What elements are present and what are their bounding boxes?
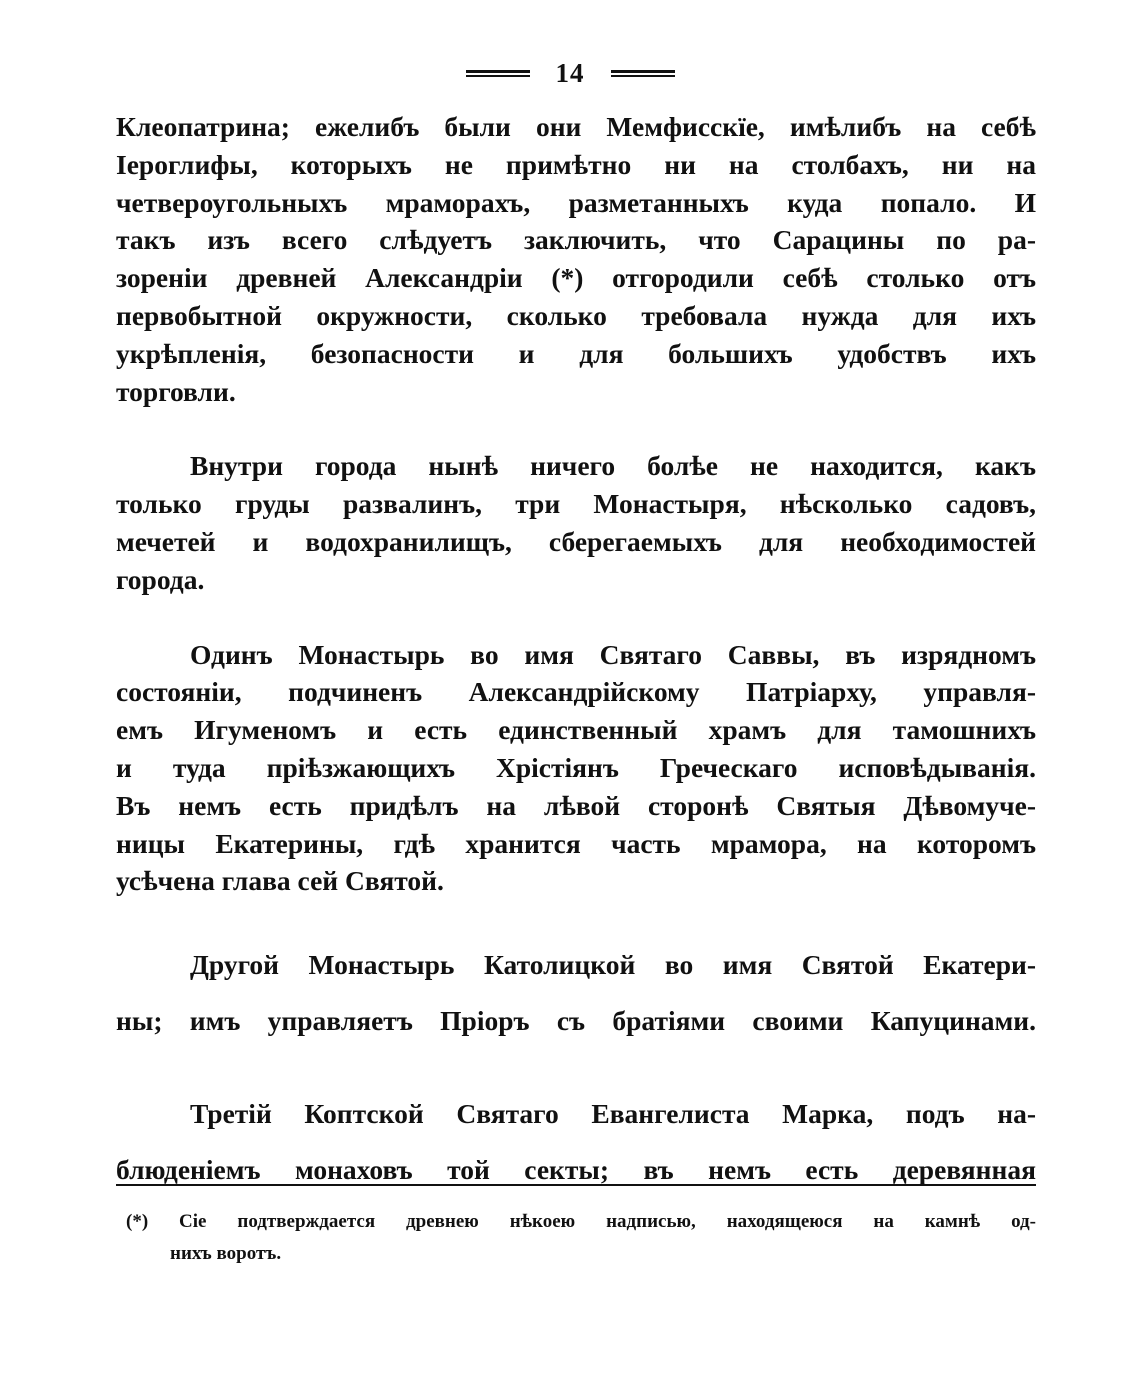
text-line: Въ немъ есть придѣлъ на лѣвой сторонѣ Святыя Дѣвомуче-: [116, 789, 1036, 821]
header-rule-right: [611, 70, 675, 77]
text-line: торговли.: [116, 375, 236, 407]
footnote: [126, 1206, 1036, 1270]
footnote-divider: [116, 1184, 1036, 1186]
text-line: ницы Екатерины, гдѣ хранится часть мрамора, на которомъ: [116, 827, 1036, 859]
text-line: состоянiи, подчиненъ Александрiйскому Патрiарху, управля-: [116, 676, 1036, 708]
paragraph-2: [116, 447, 1036, 598]
text-line: Внутри города нынѣ ничего болѣе не находится, какъ: [190, 450, 1036, 482]
text-line: Третiй Коптской Святаго Евангелиста Марка, подъ на-: [190, 1098, 1036, 1130]
paragraph-4: [116, 937, 1036, 1049]
text-line: города.: [116, 563, 205, 595]
page-number: 14: [555, 57, 585, 88]
text-line: блюденiемъ монаховъ той секты; въ немъ есть деревянная: [116, 1154, 1036, 1186]
header-rule-left: [466, 70, 530, 77]
text-line: мечетей и водохранилищъ, сберегаемыхъ для необходимостей: [116, 525, 1036, 557]
body-text: [116, 108, 1036, 1198]
page-header: [0, 58, 1140, 88]
text-line: Одинъ Монастырь во имя Святаго Саввы, въ изрядномъ: [190, 638, 1036, 670]
text-line: Клеопатрина; ежелибъ были они Мемфисскїе, имѣлибъ на себѣ: [116, 111, 1036, 142]
paragraph-5: [116, 1086, 1036, 1198]
footnote-line: (*) Сiе подтверждается древнею нѣкоею надписью, находящеюся на камнѣ од-: [126, 1211, 1036, 1232]
text-line: первобытной окружности, сколько требовала нужда для ихъ: [116, 299, 1036, 331]
text-line: усѣчена глава сей Святой.: [116, 865, 444, 897]
paragraph-1: [116, 108, 1036, 410]
text-line: только груды развалинъ, три Монастыря, нѣсколько садовъ,: [116, 488, 1036, 520]
text-line: емъ Игуменомъ и есть единственный храмъ для тамошнихъ: [116, 714, 1036, 746]
text-line: ны; имъ управляетъ Прiоръ съ братiями своими Капуцинами.: [116, 1005, 1036, 1037]
footnote-line: нихъ воротъ.: [170, 1243, 282, 1264]
text-line: такъ изъ всего слѣдуетъ заключить, что Сарацины по ра-: [116, 224, 1036, 256]
text-line: Iероглифы, которыхъ не примѣтно ни на столбахъ, ни на: [116, 148, 1036, 180]
text-line: и туда прiѣзжающихъ Хрiстiянъ Греческаго исповѣдыванiя.: [116, 751, 1036, 783]
text-line: укрѣпленiя, безопасности и для большихъ удобствъ ихъ: [116, 337, 1036, 369]
text-line: Другой Монастырь Католицкой во имя Святой Екатери-: [190, 949, 1036, 981]
paragraph-3: [116, 636, 1036, 901]
text-line: зоренiи древней Александрiи (*) отгородили себѣ столько отъ: [116, 262, 1036, 294]
text-line: четвероугольныхъ мраморахъ, разметанныхъ куда попало. И: [116, 186, 1036, 218]
